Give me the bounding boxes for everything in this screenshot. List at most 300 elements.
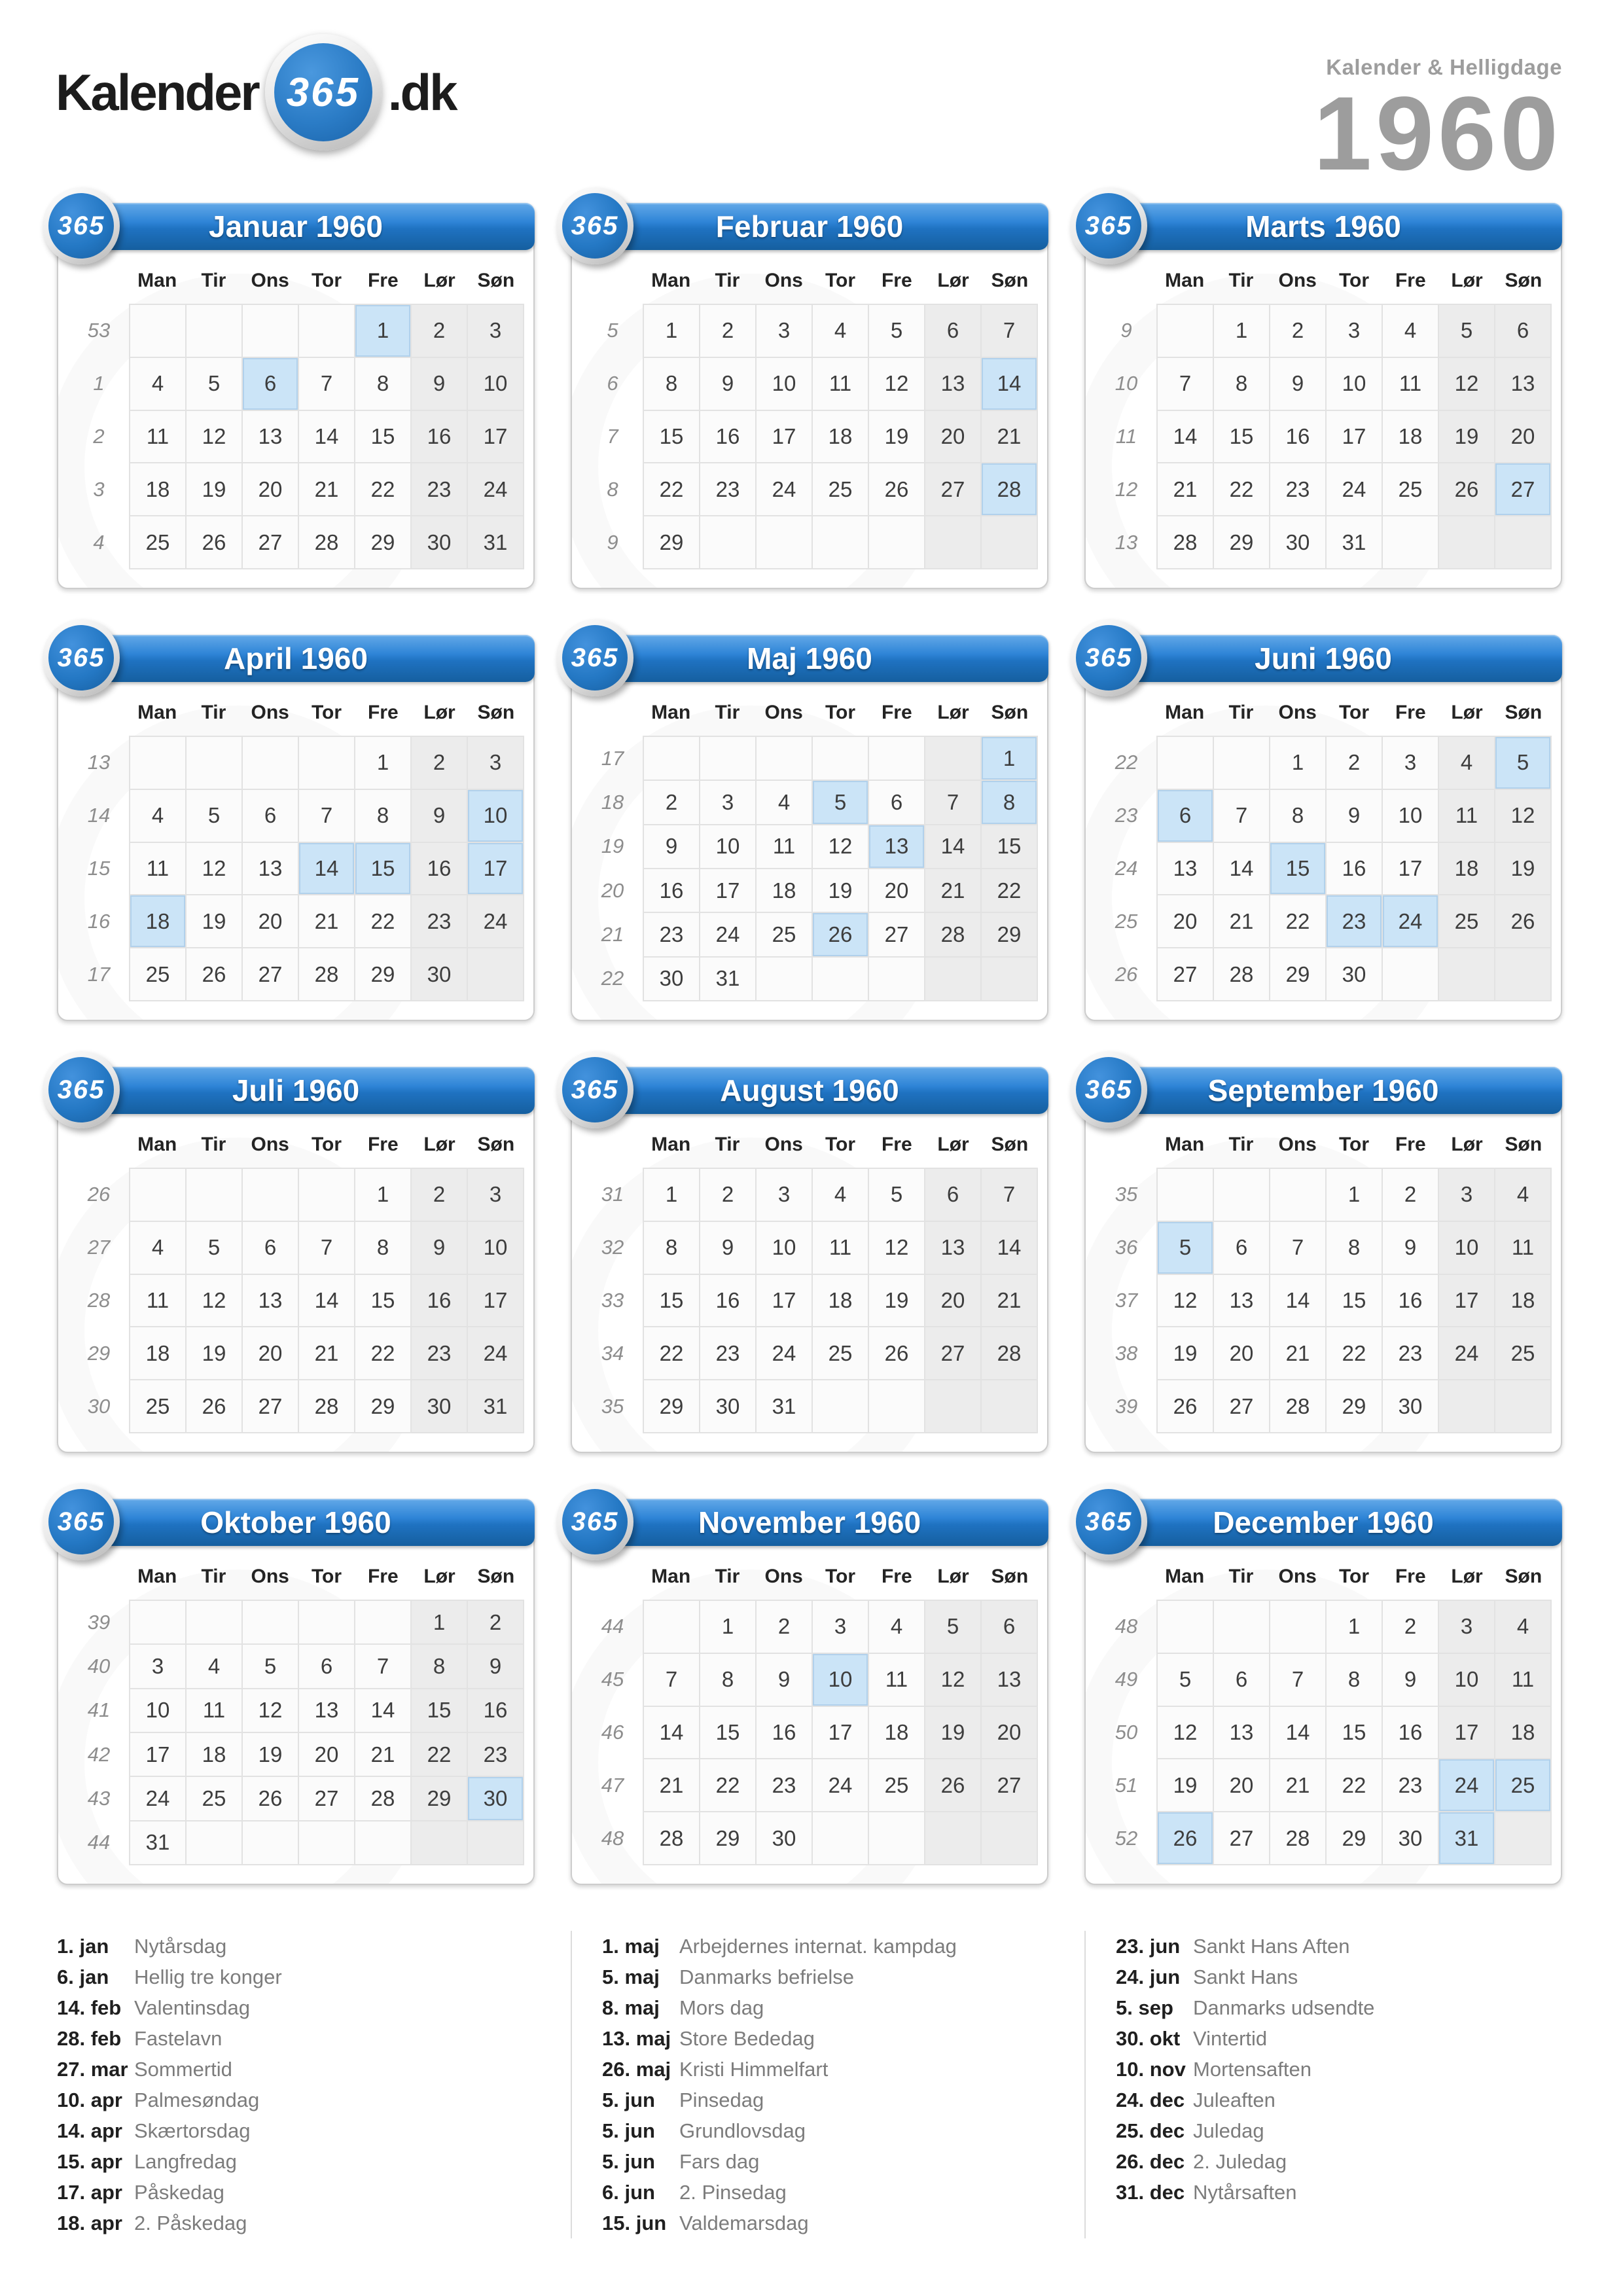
day-cell: 22	[982, 869, 1037, 912]
day-cell: 8	[412, 1645, 467, 1687]
weekday-label: Tir	[201, 702, 226, 723]
day-cell: 23	[700, 1327, 755, 1379]
day-grid	[1156, 736, 1552, 1001]
week-number: 8	[607, 477, 618, 501]
day-cell: 16	[412, 1275, 467, 1327]
day-cell: 21	[982, 411, 1037, 463]
empty-day-cell	[355, 1821, 410, 1864]
holiday-name: 2. Pinsedag	[679, 2180, 787, 2204]
day-cell: 2	[412, 305, 467, 357]
day-cell: 6	[925, 1169, 980, 1221]
day-cell: 3	[757, 305, 812, 357]
day-cell: 13	[869, 825, 924, 868]
day-cell: 22	[644, 463, 699, 515]
day-cell: 9	[644, 825, 699, 868]
empty-day-cell	[1158, 1169, 1213, 1221]
day-cell: 5	[187, 1222, 241, 1274]
day-cell: 12	[1158, 1275, 1213, 1327]
day-cell: 12	[187, 411, 241, 463]
day-cell: 27	[925, 1327, 980, 1379]
weekday-label: Søn	[477, 702, 515, 723]
day-cell: 24	[468, 463, 523, 515]
day-cell: 4	[869, 1601, 924, 1653]
weekday-label: Tor	[1338, 270, 1370, 291]
day-cell: 7	[1158, 358, 1213, 410]
day-cell: 24	[468, 895, 523, 947]
week-number: 35	[1115, 1183, 1138, 1206]
day-cell: 6	[243, 790, 298, 842]
holiday-date: 10. apr	[57, 2088, 122, 2111]
day-cell: 15	[1214, 411, 1269, 463]
site-logo[interactable]	[56, 34, 456, 151]
day-cell: 1	[1270, 737, 1325, 789]
holiday-date: 26. dec	[1116, 2149, 1185, 2173]
weekday-label: Fre	[367, 702, 399, 723]
day-cell: 9	[700, 358, 755, 410]
empty-day-cell	[299, 1169, 354, 1221]
day-cell: 18	[813, 1275, 868, 1327]
day-cell: 4	[130, 790, 185, 842]
weekday-label: Ons	[251, 1566, 289, 1587]
month-body	[572, 1546, 1047, 1884]
week-number-column	[1096, 1600, 1156, 1865]
empty-day-cell	[700, 516, 755, 568]
day-cell: 9	[412, 358, 467, 410]
empty-day-cell	[1383, 516, 1438, 568]
day-cell: 23	[644, 913, 699, 956]
day-cell: 22	[412, 1733, 467, 1776]
holiday-row	[602, 2177, 1048, 2208]
day-cell: 26	[187, 948, 241, 1000]
week-number: 4	[93, 530, 105, 554]
day-cell: 25	[130, 948, 185, 1000]
day-cell: 4	[813, 1169, 868, 1221]
weekday-label: Fre	[1395, 1134, 1426, 1155]
day-cell: 22	[700, 1759, 755, 1811]
day-cell: 6	[243, 358, 298, 410]
badge-365-text: 365	[57, 1507, 105, 1536]
weekday-label: Tor	[1338, 1134, 1370, 1155]
day-grid	[129, 736, 524, 1001]
day-cell: 30	[412, 948, 467, 1000]
day-cell: 14	[299, 843, 354, 895]
week-number: 18	[601, 790, 624, 814]
holiday-name: Langfredag	[134, 2149, 237, 2173]
day-cell: 21	[355, 1733, 410, 1776]
calendar-grid	[1096, 1600, 1552, 1865]
day-cell: 29	[1327, 1380, 1382, 1432]
day-cell: 14	[982, 358, 1037, 410]
weekday-label: Lør	[937, 1566, 969, 1587]
day-cell: 29	[355, 1380, 410, 1432]
month-header-bar	[57, 1067, 535, 1114]
week-number: 26	[1115, 962, 1138, 986]
weekday-label: Tir	[201, 270, 226, 291]
holiday-row	[1116, 2146, 1562, 2177]
day-cell: 18	[1439, 843, 1494, 895]
holiday-row	[57, 1931, 535, 1962]
holiday-date: 8. maj	[602, 1996, 660, 2019]
week-number: 22	[601, 967, 624, 990]
week-number-column	[69, 736, 129, 1001]
day-cell: 21	[925, 869, 980, 912]
weekday-label: Tor	[311, 270, 342, 291]
day-cell: 15	[355, 843, 410, 895]
weekday-label: Tir	[201, 1134, 226, 1155]
day-cell: 9	[1383, 1222, 1438, 1274]
day-cell: 31	[468, 1380, 523, 1432]
weekday-header-row	[129, 695, 524, 736]
day-cell: 12	[187, 1275, 241, 1327]
day-cell: 27	[1158, 948, 1213, 1000]
day-cell: 22	[355, 895, 410, 947]
day-cell: 10	[700, 825, 755, 868]
day-cell: 25	[1495, 1327, 1550, 1379]
holiday-date: 30. okt	[1116, 2026, 1181, 2050]
holiday-row	[602, 2085, 1048, 2115]
empty-day-cell	[644, 737, 699, 780]
month-card	[1084, 635, 1562, 1021]
day-cell: 12	[187, 843, 241, 895]
empty-day-cell	[187, 1601, 241, 1643]
weekday-label: Fre	[367, 1134, 399, 1155]
day-cell: 18	[1495, 1275, 1550, 1327]
empty-day-cell	[299, 737, 354, 789]
week-number: 52	[1115, 1826, 1138, 1850]
week-number-column	[1096, 304, 1156, 569]
badge-365-text: 365	[571, 211, 619, 240]
weekday-header-row	[643, 1127, 1038, 1168]
day-cell: 30	[1383, 1380, 1438, 1432]
day-cell: 16	[757, 1707, 812, 1759]
month-title: Maj 1960	[747, 641, 872, 675]
day-cell: 18	[130, 1327, 185, 1379]
weekday-label: Fre	[881, 702, 912, 723]
holiday-row	[602, 1992, 1048, 2023]
day-cell: 7	[1270, 1654, 1325, 1706]
holiday-row	[602, 2023, 1048, 2054]
day-cell: 23	[468, 1733, 523, 1776]
day-cell: 26	[869, 463, 924, 515]
day-cell: 6	[982, 1601, 1037, 1653]
day-cell: 19	[1439, 411, 1494, 463]
day-cell: 25	[130, 516, 185, 568]
weekday-header-row	[643, 695, 1038, 736]
day-cell: 8	[1270, 790, 1325, 842]
day-cell: 10	[468, 1222, 523, 1274]
day-cell: 30	[644, 958, 699, 1000]
day-cell: 23	[412, 1327, 467, 1379]
week-number: 1	[93, 372, 105, 395]
day-cell: 26	[243, 1777, 298, 1820]
day-cell: 9	[757, 1654, 812, 1706]
empty-day-cell	[1270, 1601, 1325, 1653]
day-cell: 15	[1327, 1275, 1382, 1327]
day-cell: 12	[243, 1689, 298, 1732]
day-cell: 26	[187, 1380, 241, 1432]
day-cell: 27	[982, 1759, 1037, 1811]
month-card	[57, 635, 535, 1021]
holiday-name: Grundlovsdag	[679, 2119, 806, 2142]
empty-day-cell	[130, 1601, 185, 1643]
holiday-row	[602, 2208, 1048, 2238]
day-cell: 6	[1214, 1222, 1269, 1274]
day-cell: 11	[1439, 790, 1494, 842]
empty-day-cell	[187, 1169, 241, 1221]
day-grid	[643, 304, 1038, 569]
day-cell: 8	[355, 1222, 410, 1274]
week-number-column	[69, 1600, 129, 1865]
weekday-label: Tor	[311, 1566, 342, 1587]
day-cell: 17	[757, 1275, 812, 1327]
weekday-label: Søn	[477, 270, 515, 291]
holiday-date: 5. maj	[602, 1965, 660, 1988]
empty-day-cell	[1495, 948, 1550, 1000]
month-body	[1086, 250, 1561, 588]
weekday-label: Ons	[1278, 702, 1317, 723]
month-header-bar	[571, 635, 1048, 682]
day-cell: 21	[299, 1327, 354, 1379]
day-cell: 13	[1495, 358, 1550, 410]
month-card	[571, 635, 1048, 1021]
empty-day-cell	[1270, 1169, 1325, 1221]
day-cell: 16	[412, 411, 467, 463]
day-cell: 24	[468, 1327, 523, 1379]
day-cell: 6	[1495, 305, 1550, 357]
day-cell: 1	[644, 305, 699, 357]
month-body	[58, 1114, 533, 1452]
day-cell: 16	[1383, 1275, 1438, 1327]
day-cell: 1	[355, 737, 410, 789]
day-cell: 14	[1214, 843, 1269, 895]
weekday-label: Fre	[1395, 1566, 1426, 1587]
holiday-row	[602, 2146, 1048, 2177]
day-cell: 8	[700, 1654, 755, 1706]
month-header-bar	[57, 203, 535, 250]
empty-day-cell	[1158, 737, 1213, 789]
holiday-date: 25. dec	[1116, 2119, 1185, 2142]
empty-day-cell	[925, 1380, 980, 1432]
month-title: Juli 1960	[232, 1073, 360, 1107]
day-cell: 20	[299, 1733, 354, 1776]
day-cell: 17	[757, 411, 812, 463]
day-cell: 11	[869, 1654, 924, 1706]
month-card	[571, 1499, 1048, 1885]
day-cell: 2	[412, 737, 467, 789]
day-cell: 14	[299, 411, 354, 463]
empty-day-cell	[1439, 948, 1494, 1000]
week-number: 33	[601, 1288, 624, 1312]
day-cell: 14	[982, 1222, 1037, 1274]
day-cell: 10	[813, 1654, 868, 1706]
weekday-label: Tor	[825, 1134, 856, 1155]
empty-day-cell	[925, 737, 980, 780]
weekday-label: Fre	[1395, 270, 1426, 291]
week-number: 46	[601, 1720, 624, 1744]
day-cell: 5	[1158, 1654, 1213, 1706]
day-cell: 3	[813, 1601, 868, 1653]
day-cell: 30	[412, 516, 467, 568]
week-number: 32	[601, 1236, 624, 1259]
day-cell: 9	[412, 1222, 467, 1274]
empty-day-cell	[869, 1812, 924, 1864]
day-grid	[643, 1168, 1038, 1433]
day-cell: 19	[813, 869, 868, 912]
day-cell: 8	[982, 781, 1037, 823]
weekday-label: Lør	[937, 702, 969, 723]
day-cell: 5	[869, 305, 924, 357]
weekday-label: Søn	[1505, 270, 1543, 291]
week-number: 7	[607, 424, 618, 448]
weekday-label: Lør	[1451, 1566, 1483, 1587]
week-number: 17	[87, 962, 111, 986]
holiday-date: 1. jan	[57, 1934, 109, 1958]
holiday-name: Palmesøndag	[134, 2088, 260, 2111]
weekday-header-row	[643, 263, 1038, 304]
day-cell: 23	[1327, 895, 1382, 947]
day-cell: 3	[1383, 737, 1438, 789]
week-number-column	[1096, 736, 1156, 1001]
day-cell: 20	[1214, 1327, 1269, 1379]
day-cell: 26	[1439, 463, 1494, 515]
weekday-label: Tir	[715, 1134, 740, 1155]
day-grid	[129, 1168, 524, 1433]
day-cell: 15	[355, 411, 410, 463]
week-number-column	[582, 1168, 643, 1433]
day-cell: 18	[1383, 411, 1438, 463]
day-cell: 7	[982, 305, 1037, 357]
week-number-column	[582, 304, 643, 569]
empty-day-cell	[700, 737, 755, 780]
day-cell: 7	[982, 1169, 1037, 1221]
day-cell: 22	[1270, 895, 1325, 947]
day-cell: 31	[757, 1380, 812, 1432]
day-cell: 30	[700, 1380, 755, 1432]
empty-day-cell	[243, 1821, 298, 1864]
week-number: 20	[601, 878, 624, 902]
holiday-row	[1116, 2023, 1562, 2054]
day-cell: 17	[813, 1707, 868, 1759]
holiday-column	[1084, 1931, 1562, 2238]
weekday-label: Man	[651, 270, 691, 291]
day-cell: 9	[1383, 1654, 1438, 1706]
weekday-label: Ons	[764, 1566, 803, 1587]
day-cell: 29	[644, 516, 699, 568]
day-cell: 3	[468, 305, 523, 357]
day-cell: 4	[813, 305, 868, 357]
month-card	[57, 203, 535, 589]
holiday-row	[1116, 1992, 1562, 2023]
holiday-column	[57, 1931, 535, 2238]
day-cell: 5	[1158, 1222, 1213, 1274]
day-cell: 15	[644, 1275, 699, 1327]
day-cell: 6	[299, 1645, 354, 1687]
month-header-bar	[57, 635, 535, 682]
week-number: 43	[87, 1786, 111, 1810]
holiday-column	[571, 1931, 1048, 2238]
calendar-grid	[1096, 304, 1552, 569]
badge-365-text: 365	[1084, 211, 1133, 240]
day-cell: 21	[1270, 1759, 1325, 1811]
month-header-bar	[571, 203, 1048, 250]
day-cell: 13	[925, 1222, 980, 1274]
holiday-name: Kristi Himmelfart	[679, 2057, 829, 2081]
month-header-bar	[1084, 203, 1562, 250]
weekday-label: Tor	[825, 702, 856, 723]
weekday-label: Tor	[311, 1134, 342, 1155]
empty-day-cell	[412, 1821, 467, 1864]
day-cell: 21	[644, 1759, 699, 1811]
day-cell: 31	[700, 958, 755, 1000]
week-number: 48	[1115, 1615, 1138, 1638]
day-cell: 7	[355, 1645, 410, 1687]
day-cell: 7	[1270, 1222, 1325, 1274]
holiday-name: Valentinsdag	[134, 1996, 250, 2019]
week-number: 10	[1115, 372, 1138, 395]
day-cell: 22	[1327, 1759, 1382, 1811]
day-cell: 7	[299, 1222, 354, 1274]
empty-day-cell	[1214, 737, 1269, 789]
day-cell: 11	[1495, 1654, 1550, 1706]
weekday-label: Søn	[1505, 702, 1543, 723]
day-cell: 5	[1495, 737, 1550, 789]
day-cell: 23	[412, 895, 467, 947]
week-number: 29	[87, 1341, 111, 1365]
day-grid	[643, 736, 1038, 1001]
day-cell: 17	[468, 843, 523, 895]
weekday-header-row	[129, 1127, 524, 1168]
weekday-label: Man	[137, 1134, 177, 1155]
holiday-date: 24. dec	[1116, 2088, 1185, 2111]
weekday-label: Man	[1165, 1566, 1205, 1587]
weekday-label: Søn	[477, 1134, 515, 1155]
month-card	[571, 203, 1048, 589]
week-number: 19	[601, 834, 624, 858]
day-cell: 4	[130, 358, 185, 410]
day-cell: 15	[355, 1275, 410, 1327]
empty-day-cell	[813, 1812, 868, 1864]
day-cell: 24	[1383, 895, 1438, 947]
empty-day-cell	[243, 737, 298, 789]
day-cell: 25	[187, 1777, 241, 1820]
empty-day-cell	[982, 1380, 1037, 1432]
weekday-label: Søn	[991, 702, 1029, 723]
month-title: September 1960	[1207, 1073, 1439, 1107]
day-cell: 5	[925, 1601, 980, 1653]
day-cell: 4	[1495, 1169, 1550, 1221]
holiday-date: 24. jun	[1116, 1965, 1181, 1988]
day-cell: 29	[1327, 1812, 1382, 1864]
holiday-date: 23. jun	[1116, 1934, 1181, 1958]
day-cell: 25	[757, 913, 812, 956]
empty-day-cell	[813, 516, 868, 568]
day-cell: 19	[187, 463, 241, 515]
month-body	[572, 250, 1047, 588]
day-cell: 20	[925, 411, 980, 463]
day-cell: 28	[1270, 1380, 1325, 1432]
empty-day-cell	[869, 958, 924, 1000]
day-cell: 21	[1158, 463, 1213, 515]
day-cell: 18	[813, 411, 868, 463]
holiday-name: Store Bededag	[679, 2026, 815, 2050]
empty-day-cell	[1158, 1601, 1213, 1653]
day-cell: 21	[1270, 1327, 1325, 1379]
week-number: 22	[1115, 751, 1138, 774]
month-title: August 1960	[720, 1073, 899, 1107]
month-body	[58, 682, 533, 1020]
day-cell: 16	[1383, 1707, 1438, 1759]
month-body	[572, 1114, 1047, 1452]
